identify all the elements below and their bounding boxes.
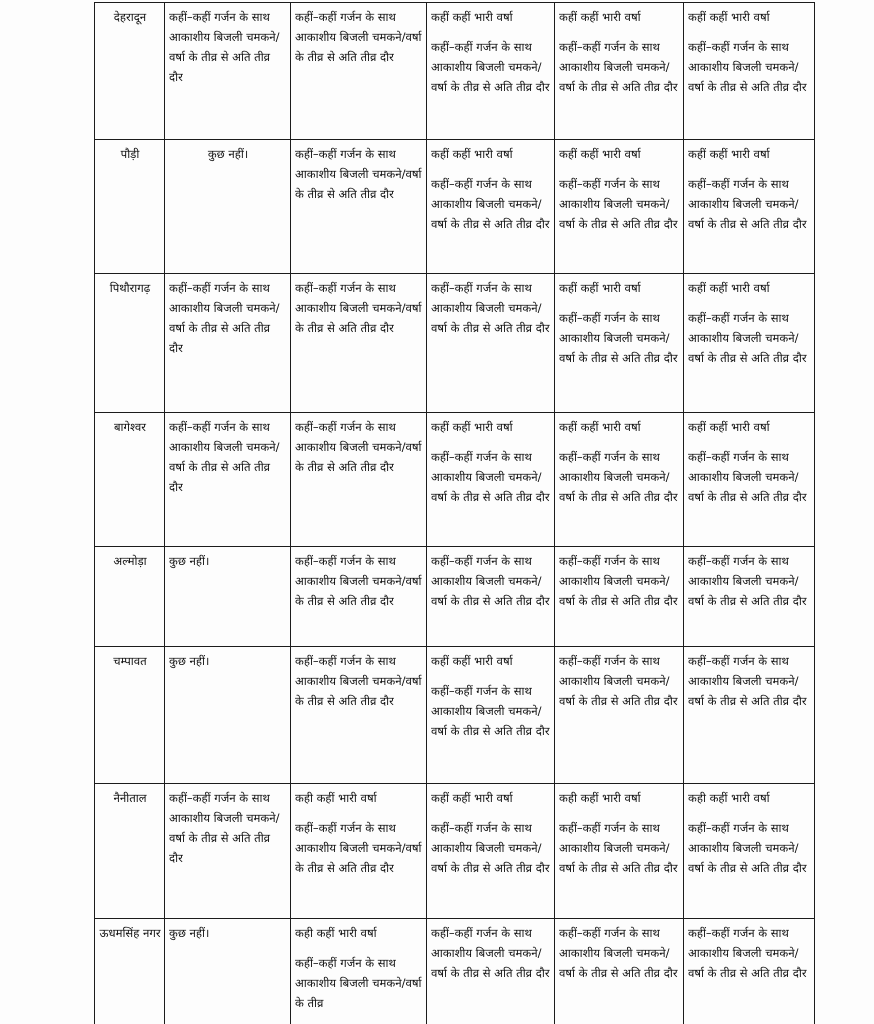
thunderstorm-warning-text: कहीं–कहीं गर्जन के साथ आकाशीय बिजली चमकने/वर्षा के तीव्र से अति तीव्र दौर [688, 821, 807, 875]
district-name-cell [95, 3, 165, 140]
thunderstorm-warning-text: कहीं–कहीं गर्जन के साथ आकाशीय बिजली चमकने/वर्षा के तीव्र से अति तीव्र दौर [688, 554, 807, 608]
thunderstorm-warning-text: कहीं–कहीं गर्जन के साथ आकाशीय बिजली चमकने/वर्षा के तीव्र से अति तीव्र दौर [431, 450, 550, 504]
thunderstorm-warning-text: कहीं–कहीं गर्जन के साथ आकाशीय बिजली चमकने/वर्षा के तीव्र से अति तीव्र दौर [559, 554, 678, 608]
thunderstorm-warning-text: कहीं–कहीं गर्जन के साथ आकाशीय बिजली चमकने/वर्षा के तीव्र से अति तीव्र दौर [559, 821, 678, 875]
table-row [95, 413, 815, 547]
table-row [95, 647, 815, 784]
forecast-cell [291, 647, 427, 784]
table-row [95, 784, 815, 919]
table-row [95, 274, 815, 413]
forecast-cell [555, 919, 684, 1024]
district-name: अल्मोड़ा [113, 554, 147, 568]
thunderstorm-warning-text: कहीं–कहीं गर्जन के साथ आकाशीय बिजली चमकने/वर्षा के तीव्र से अति तीव्र दौर [295, 420, 422, 474]
forecast-cell [165, 140, 291, 274]
heavy-rain-text: कहीं कहीं भारी वर्षा [431, 791, 513, 805]
district-forecast-table [94, 2, 815, 1024]
forecast-cell [684, 919, 815, 1024]
thunderstorm-warning-text: कहीं–कहीं गर्जन के साथ आकाशीय बिजली चमकने/वर्षा के तीव्र से अति तीव्र दौर [559, 40, 678, 94]
forecast-cell [291, 140, 427, 274]
heavy-rain-text: कहीं कहीं भारी वर्षा [688, 10, 770, 24]
heavy-rain-text: कहीं कहीं भारी वर्षा [431, 654, 513, 668]
forecast-cell [427, 784, 555, 919]
forecast-cell [555, 647, 684, 784]
table-row [95, 140, 815, 274]
forecast-cell [165, 784, 291, 919]
thunderstorm-warning-text: कहीं–कहीं गर्जन के साथ आकाशीय बिजली चमकने/वर्षा के तीव्र से अति तीव्र दौर [295, 281, 422, 335]
forecast-cell [684, 140, 815, 274]
heavy-rain-text: कहीं कहीं भारी वर्षा [559, 281, 641, 295]
forecast-cell [165, 919, 291, 1024]
thunderstorm-warning-text: कहीं–कहीं गर्जन के साथ आकाशीय बिजली चमकने/वर्षा के तीव्र से अति तीव्र दौर [295, 821, 422, 875]
table-row [95, 547, 815, 647]
thunderstorm-warning-text: कहीं–कहीं गर्जन के साथ आकाशीय बिजली चमकने/वर्षा के तीव्र से अति तीव्र दौर [431, 926, 550, 980]
thunderstorm-warning-text: कहीं–कहीं गर्जन के साथ आकाशीय बिजली चमकने/वर्षा के तीव्र से अति तीव्र दौर [559, 177, 678, 231]
thunderstorm-warning-text: कहीं–कहीं गर्जन के साथ आकाशीय बिजली चमकने/वर्षा के तीव्र से अति तीव्र दौर [431, 40, 550, 94]
thunderstorm-warning-text: कहीं–कहीं गर्जन के साथ आकाशीय बिजली चमकने/वर्षा के तीव्र से अति तीव्र दौर [295, 554, 422, 608]
forecast-cell [427, 3, 555, 140]
table-row [95, 919, 815, 1024]
district-name: बागेश्वर [113, 420, 146, 434]
heavy-rain-text: कहीं कहीं भारी वर्षा [688, 281, 770, 295]
district-name-cell [95, 140, 165, 274]
no-warning-text: कुछ नहीं। [169, 926, 210, 940]
district-name: चम्पावत [113, 654, 147, 668]
forecast-cell [427, 647, 555, 784]
thunderstorm-warning-text: कहीं–कहीं गर्जन के साथ आकाशीय बिजली चमकने/वर्षा के तीव्र से अति तीव्र दौर [688, 177, 807, 231]
heavy-rain-text: कहीं कहीं भारी वर्षा [688, 147, 770, 161]
thunderstorm-warning-text: कहीं–कहीं गर्जन के साथ आकाशीय बिजली चमकने/वर्षा के तीव्र से अति तीव्र दौर [559, 450, 678, 504]
forecast-cell [165, 3, 291, 140]
forecast-cell [427, 919, 555, 1024]
no-warning-text: कुछ नहीं। [169, 654, 210, 668]
table-row [95, 3, 815, 140]
district-name: पौड़ी [120, 147, 140, 161]
forecast-cell [165, 413, 291, 547]
forecast-cell [427, 274, 555, 413]
thunderstorm-warning-text: कहीं–कहीं गर्जन के साथ आकाशीय बिजली चमकने/वर्षा के तीव्र से अति तीव्र दौर [169, 420, 280, 494]
forecast-table-body [95, 3, 815, 1024]
forecast-cell [555, 784, 684, 919]
forecast-cell [555, 140, 684, 274]
forecast-cell [165, 547, 291, 647]
thunderstorm-warning-text: कहीं–कहीं गर्जन के साथ आकाशीय बिजली चमकने/वर्षा के तीव्र से अति तीव्र दौर [431, 554, 550, 608]
heavy-rain-text: कही कहीं भारी वर्षा [688, 791, 770, 805]
thunderstorm-warning-text: कहीं–कहीं गर्जन के साथ आकाशीय बिजली चमकने/वर्षा के तीव्र से अति तीव्र दौर [295, 10, 422, 64]
thunderstorm-warning-text: कहीं–कहीं गर्जन के साथ आकाशीय बिजली चमकने/वर्षा के तीव्र से अति तीव्र दौर [295, 147, 422, 201]
thunderstorm-warning-text: कहीं–कहीं गर्जन के साथ आकाशीय बिजली चमकने/वर्षा के तीव्र से अति तीव्र दौर [688, 450, 807, 504]
forecast-cell [555, 3, 684, 140]
forecast-cell [427, 140, 555, 274]
district-name-cell [95, 647, 165, 784]
forecast-cell [684, 547, 815, 647]
heavy-rain-text: कही कहीं भारी वर्षा [295, 926, 377, 940]
forecast-cell [684, 3, 815, 140]
forecast-cell [555, 547, 684, 647]
forecast-cell [684, 274, 815, 413]
district-name: देहरादून [113, 10, 147, 24]
thunderstorm-warning-text: कहीं–कहीं गर्जन के साथ आकाशीय बिजली चमकने/वर्षा के तीव्र से अति तीव्र दौर [431, 281, 550, 335]
heavy-rain-text: कहीं कहीं भारी वर्षा [431, 420, 513, 434]
forecast-cell [291, 3, 427, 140]
thunderstorm-warning-text: कहीं–कहीं गर्जन के साथ आकाशीय बिजली चमकने/वर्षा के तीव्र से अति तीव्र दौर [169, 281, 280, 355]
forecast-cell [291, 919, 427, 1024]
forecast-cell [555, 413, 684, 547]
heavy-rain-text: कहीं कहीं भारी वर्षा [688, 420, 770, 434]
heavy-rain-text: कहीं कहीं भारी वर्षा [559, 147, 641, 161]
district-name-cell [95, 784, 165, 919]
thunderstorm-warning-text: कहीं–कहीं गर्जन के साथ आकाशीय बिजली चमकने/वर्षा के तीव्र से अति तीव्र दौर [559, 654, 678, 708]
thunderstorm-warning-text: कहीं–कहीं गर्जन के साथ आकाशीय बिजली चमकने/वर्षा के तीव्र से अति तीव्र दौर [688, 311, 807, 365]
district-name-cell [95, 547, 165, 647]
forecast-cell [291, 784, 427, 919]
forecast-cell [291, 274, 427, 413]
forecast-cell [555, 274, 684, 413]
forecast-cell [684, 413, 815, 547]
district-name-cell [95, 919, 165, 1024]
thunderstorm-warning-text: कहीं–कहीं गर्जन के साथ आकाशीय बिजली चमकने/वर्षा के तीव्र [295, 956, 422, 1010]
thunderstorm-warning-text: कहीं–कहीं गर्जन के साथ आकाशीय बिजली चमकने/वर्षा के तीव्र से अति तीव्र दौर [559, 311, 678, 365]
forecast-cell [684, 647, 815, 784]
district-name-cell [95, 413, 165, 547]
heavy-rain-text: कही कहीं भारी वर्षा [295, 791, 377, 805]
thunderstorm-warning-text: कहीं–कहीं गर्जन के साथ आकाशीय बिजली चमकने/वर्षा के तीव्र से अति तीव्र दौर [169, 10, 280, 84]
thunderstorm-warning-text: कहीं–कहीं गर्जन के साथ आकाशीय बिजली चमकने/वर्षा के तीव्र से अति तीव्र दौर [431, 177, 550, 231]
heavy-rain-text: कहीं कहीं भारी वर्षा [431, 10, 513, 24]
forecast-cell [684, 784, 815, 919]
thunderstorm-warning-text: कहीं–कहीं गर्जन के साथ आकाशीय बिजली चमकने/वर्षा के तीव्र से अति तीव्र दौर [688, 40, 807, 94]
forecast-cell [165, 274, 291, 413]
thunderstorm-warning-text: कहीं–कहीं गर्जन के साथ आकाशीय बिजली चमकने/वर्षा के तीव्र से अति तीव्र दौर [431, 821, 550, 875]
forecast-cell [427, 547, 555, 647]
district-name-cell [95, 274, 165, 413]
heavy-rain-text: कहीं कहीं भारी वर्षा [559, 420, 641, 434]
forecast-cell [291, 547, 427, 647]
no-warning-text: कुछ नहीं। [207, 147, 249, 161]
thunderstorm-warning-text: कहीं–कहीं गर्जन के साथ आकाशीय बिजली चमकने/वर्षा के तीव्र से अति तीव्र दौर [169, 791, 280, 865]
heavy-rain-text: कही कहीं भारी वर्षा [559, 791, 641, 805]
district-name: ऊधमसिंह नगर [99, 926, 161, 940]
thunderstorm-warning-text: कहीं–कहीं गर्जन के साथ आकाशीय बिजली चमकने/वर्षा के तीव्र से अति तीव्र दौर [295, 654, 422, 708]
forecast-cell [165, 647, 291, 784]
district-name: नैनीताल [113, 791, 147, 805]
heavy-rain-text: कहीं कहीं भारी वर्षा [559, 10, 641, 24]
thunderstorm-warning-text: कहीं–कहीं गर्जन के साथ आकाशीय बिजली चमकने/वर्षा के तीव्र से अति तीव्र दौर [559, 926, 678, 980]
no-warning-text: कुछ नहीं। [169, 554, 210, 568]
thunderstorm-warning-text: कहीं–कहीं गर्जन के साथ आकाशीय बिजली चमकने/वर्षा के तीव्र से अति तीव्र दौर [431, 684, 550, 738]
thunderstorm-warning-text: कहीं–कहीं गर्जन के साथ आकाशीय बिजली चमकने/वर्षा के तीव्र से अति तीव्र दौर [688, 926, 807, 980]
heavy-rain-text: कहीं कहीं भारी वर्षा [431, 147, 513, 161]
forecast-cell [427, 413, 555, 547]
forecast-cell [291, 413, 427, 547]
thunderstorm-warning-text: कहीं–कहीं गर्जन के साथ आकाशीय बिजली चमकने/वर्षा के तीव्र से अति तीव्र दौर [688, 654, 807, 708]
district-name: पिथौरागढ़ [109, 281, 151, 295]
